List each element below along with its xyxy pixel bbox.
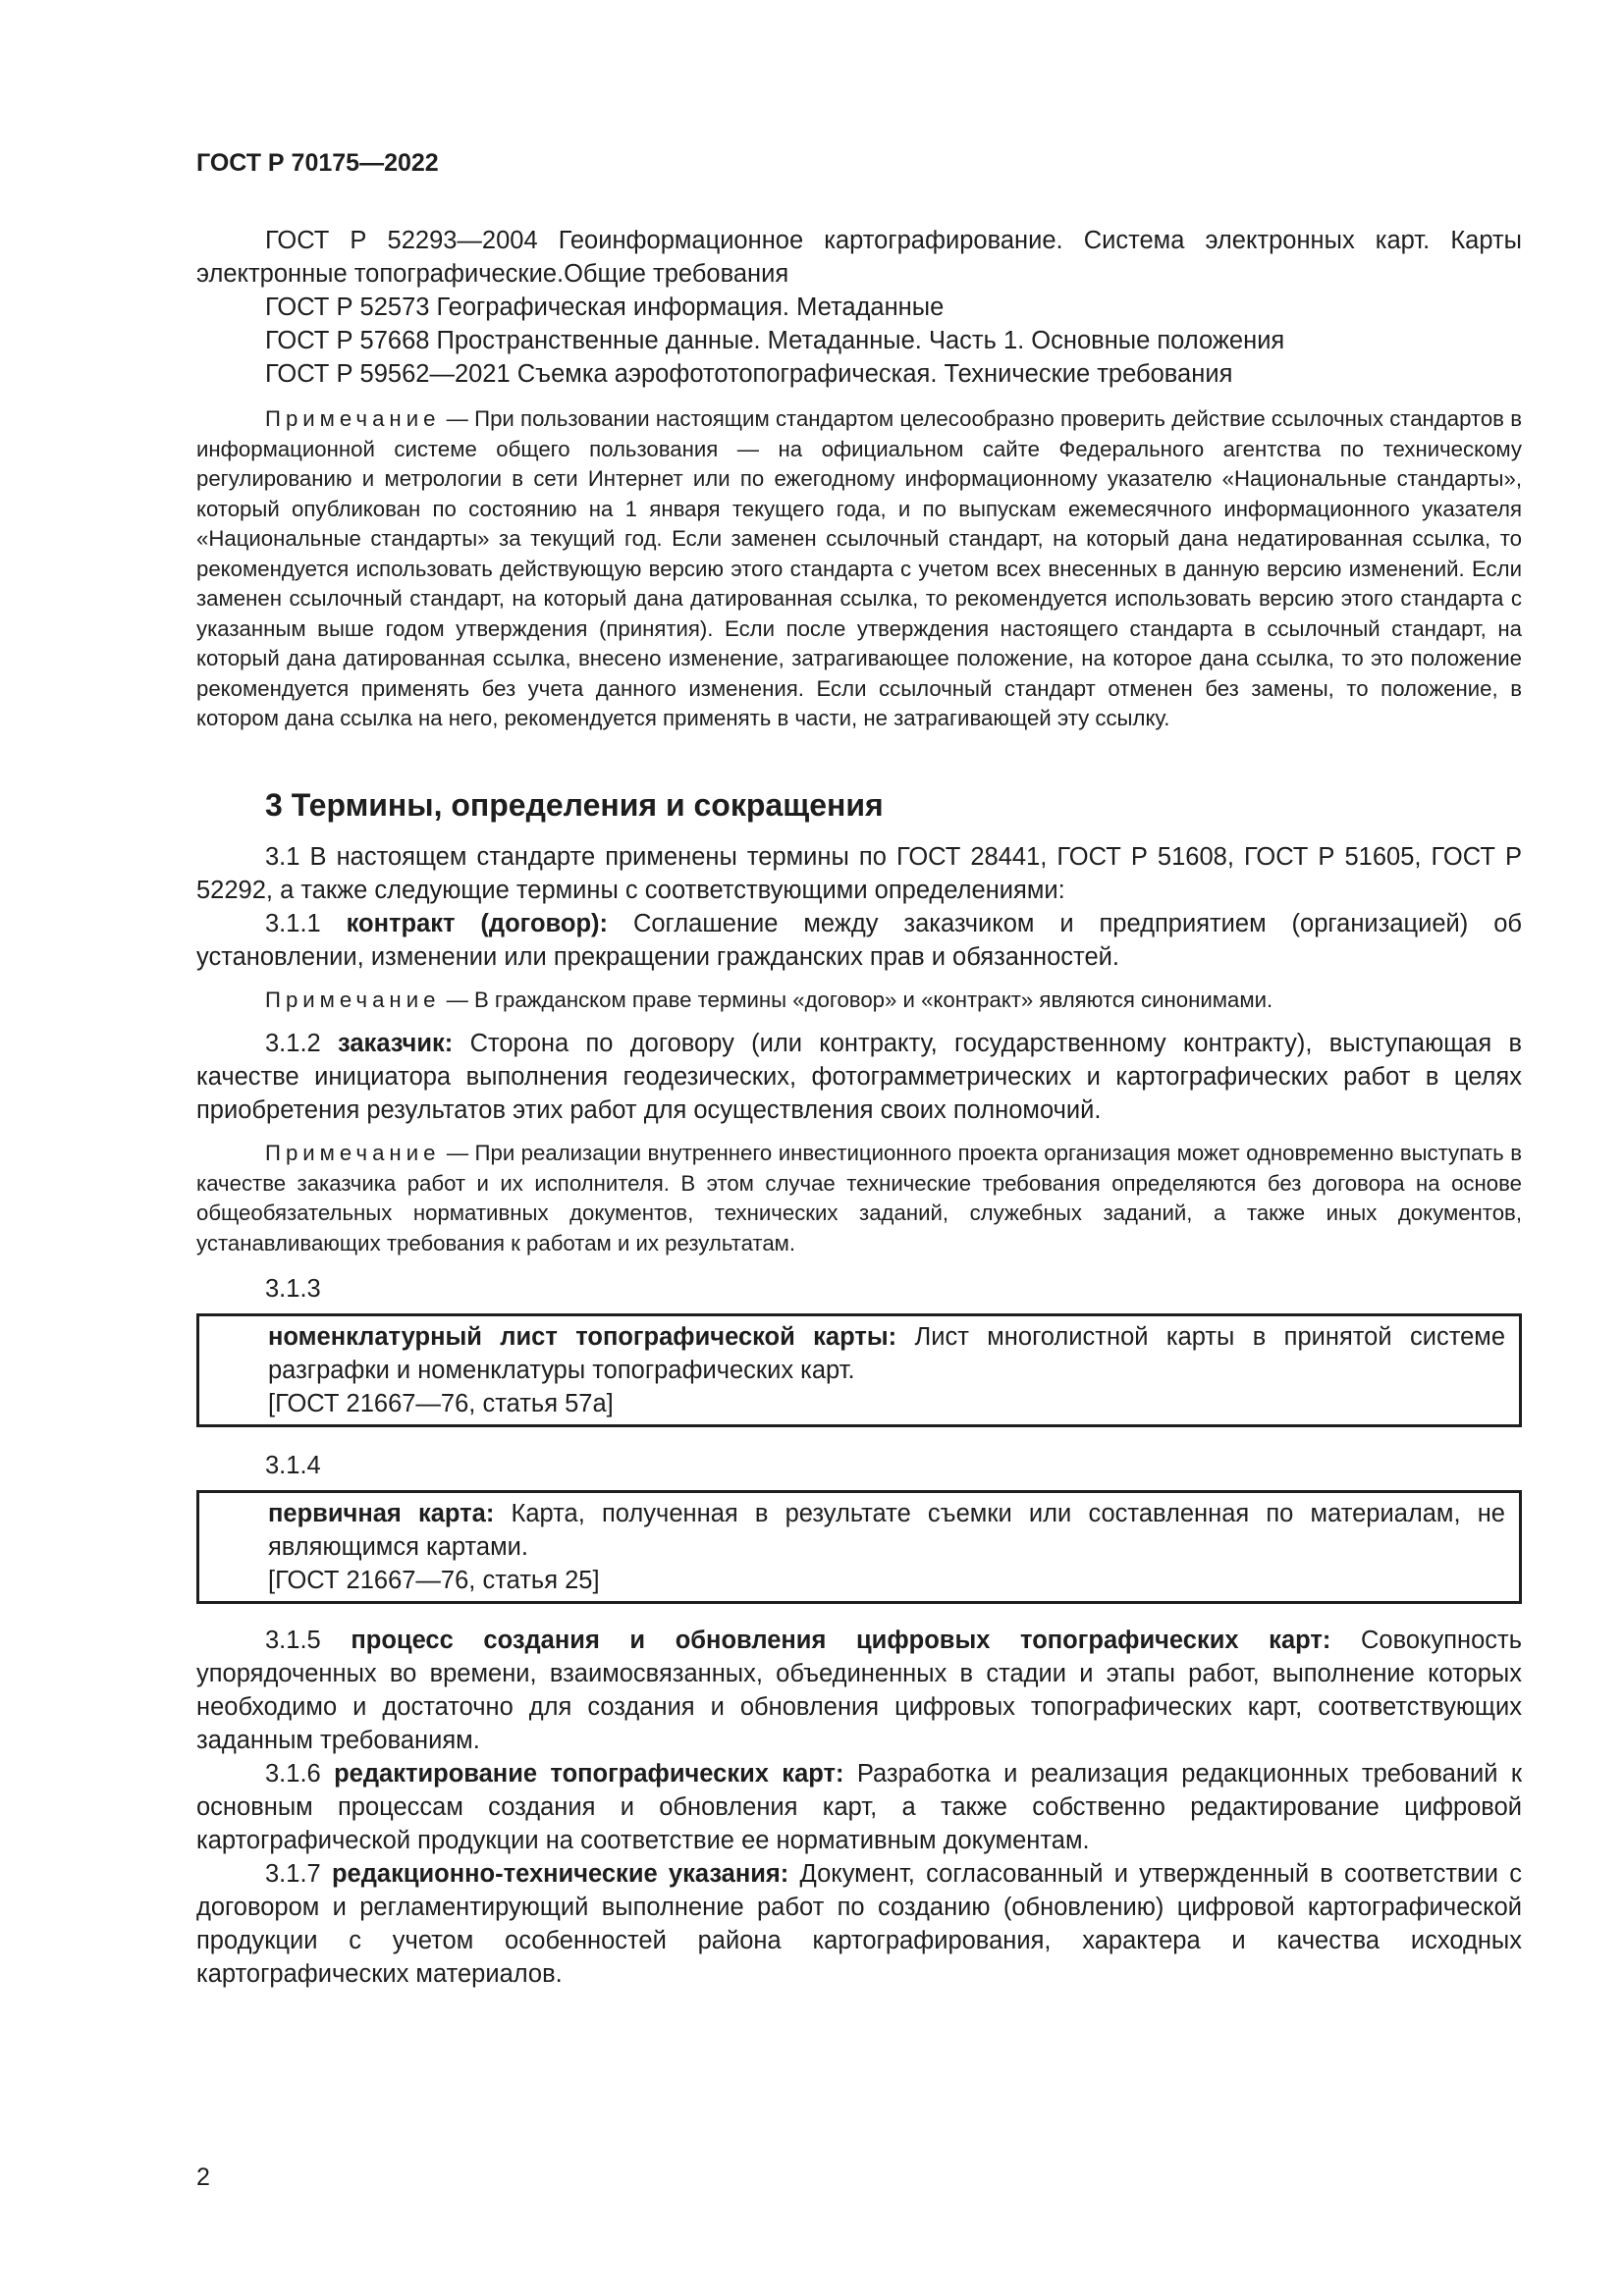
term-3-1-5 xyxy=(196,1624,1522,1757)
term-name: номенклатурный лист топографической карты: xyxy=(268,1323,897,1351)
note-3-1-1: Примечание — В гражданском праве термины «договор» и «контракт» являются синонимами. xyxy=(265,987,1273,1012)
term-box-3-1-4 xyxy=(196,1490,1522,1604)
note-label: Примечание xyxy=(265,406,441,431)
term-box-3-1-3 xyxy=(196,1313,1522,1427)
document-body xyxy=(196,224,1522,1991)
term-source: [ГОСТ 21667—76, статья 57а] xyxy=(268,1390,614,1417)
term-definition: Соглашение между заказчиком и предприятием (организацией) об установлении, изменении или прекращении гражданских прав и обязанностей. xyxy=(196,909,1522,971)
paragraph-3-1: 3.1 В настоящем стандарте применены термины по ГОСТ 28441, ГОСТ Р 51608, ГОСТ Р 51605, ГОСТ Р 52292, а также следующие термины с соответствующими определениями: xyxy=(196,842,1522,904)
note-text: В гражданском праве термины «договор» и «контракт» являются синонимами. xyxy=(473,987,1273,1012)
term-definition: Лист многолистной карты в принятой системе разграфки и номенклатуры топографических карт. xyxy=(268,1323,1505,1384)
note-label: Примечание xyxy=(265,1141,441,1165)
term-number-3-1-3: 3.1.3 xyxy=(265,1275,321,1303)
note-label: Примечание xyxy=(265,987,441,1012)
term-number: 3.1.6 xyxy=(265,1760,321,1788)
reference-item: ГОСТ Р 52293—2004 Геоинформационное картографирование. Система электронных карт. Карты электронные топографические.Общие требования xyxy=(196,227,1522,288)
term-name: редакционно-технические указания: xyxy=(331,1860,789,1888)
term-definition: Разработка и реализация редакционных требований к основным процессам создания и обновления карт, а также собственно редактирование цифровой картографической продукции на соответствие ее нормативным документам. xyxy=(196,1760,1522,1854)
reference-item: ГОСТ Р 52573 Географическая информация. Метаданные xyxy=(265,294,945,321)
term-3-1-3 xyxy=(268,1320,1505,1387)
page-number: 2 xyxy=(196,2163,210,2191)
term-name: редактирование топографических карт: xyxy=(334,1760,844,1788)
term-3-1-7 xyxy=(196,1857,1522,1991)
term-source: [ГОСТ 21667—76, статья 25] xyxy=(268,1567,600,1594)
section-title: 3 Термины, определения и сокращения xyxy=(265,786,884,823)
reference-item: ГОСТ Р 57668 Пространственные данные. Метаданные. Часть 1. Основные положения xyxy=(265,327,1285,354)
term-number: 3.1.5 xyxy=(265,1627,321,1654)
term-number-3-1-4: 3.1.4 xyxy=(265,1452,321,1479)
term-name: заказчик: xyxy=(338,1030,454,1057)
term-3-1-2 xyxy=(196,1027,1522,1127)
term-number: 3.1.7 xyxy=(265,1860,321,1888)
term-number: 3.1.2 xyxy=(265,1030,321,1057)
term-3-1-1 xyxy=(196,907,1522,974)
term-definition: Сторона по договору (или контракту, государственному контракту), выступающая в качестве инициатора выполнения геодезических, фотограмметрических и картографических работ в целях приобретения результатов этих работ для осуществления своих полномочий. xyxy=(196,1030,1523,1124)
note-text: При пользовании настоящим стандартом целесообразно проверить действие ссылочных стандартов в информационной системе общего пользования — на официальном сайте Федерального агентства по техническому регулированию и метрологии в сети Интернет или по ежегодному информационному указателю «Национальные стандарты», который опубликован по состоянию на 1 января текущего года, и по выпускам ежемесячного информационного указателя «Национальные стандарты» за текущий год. Если заменен ссылочный стандарт, на который дана недатированная ссылка, то рекомендуется использовать действующую версию этого стандарта с учетом всех внесенных в данную версию изменений. Если заменен ссылочный стандарт, на который дана датированная ссылка, то рекомендуется использовать версию этого стандарта с указанным выше годом утверждения (принятия). Если после утверждения настоящего стандарта в ссылочный стандарт, на который дана датированная ссылка, внесено изменение, затрагивающее положение, на которое дана ссылка, то это положение рекомендуется применять без учета данного изменения. Если ссылочный стандарт отменен без замены, то положение, в котором дана ссылка на него, рекомендуется применять в части, не затрагивающей эту ссылку. xyxy=(196,406,1522,730)
term-name: первичная карта: xyxy=(268,1500,495,1527)
term-name: контракт (договор): xyxy=(346,909,609,937)
reference-item: ГОСТ Р 59562—2021 Съемка аэрофототопографическая. Технические требования xyxy=(265,360,1233,388)
term-definition: Карта, полученная в результате съемки или составленная по материалам, не являющимся картами. xyxy=(268,1500,1505,1561)
term-3-1-6 xyxy=(196,1757,1522,1857)
term-number: 3.1.1 xyxy=(265,909,321,937)
term-definition: Совокупность упорядоченных во времени, взаимосвязанных, объединенных в стадии и этапы работ, выполнение которых необходимо и достаточно для создания и обновления цифровых топографических карт, соответствующих заданным требованиям. xyxy=(196,1627,1523,1754)
term-3-1-4 xyxy=(268,1497,1505,1564)
note-references: Примечание — При пользовании настоящим стандартом целесообразно проверить действие ссылочных стандартов в информационной системе общего пользования — на официальном сайте Федерального агентства по техническому регулированию и метрологии в сети Интернет или по ежегодному информационному указателю «Национальные стандарты», который опубликован по состоянию на 1 января текущего года, и по выпускам ежемесячного информационного указателя «Национальные стандарты» за текущий год. Если заменен ссылочный стандарт, на который дана недатированная ссылка, то рекомендуется использовать действующую версию этого стандарта с учетом всех внесенных в данную версию изменений. Если заменен ссылочный стандарт, на который дана датированная ссылка, то рекомендуется использовать версию этого стандарта с указанным выше годом утверждения (принятия). Если после утверждения настоящего стандарта в ссылочный стандарт, на который дана датированная ссылка, внесено изменение, затрагивающее положение, на которое дана ссылка, то это положение рекомендуется применять без учета данного изменения. Если ссылочный стандарт отменен без замены, то положение, в котором дана ссылка на него, рекомендуется применять в части, не затрагивающей эту ссылку. xyxy=(196,406,1522,730)
note-text: При реализации внутреннего инвестиционного проекта организация может одновременно выступать в качестве заказчика работ и их исполнителя. В этом случае технические требования определяются без договора на основе общеобязательных нормативных документов, технических заданий, служебных заданий, а также иных документов, устанавливающих требования к работам и их результатам. xyxy=(196,1141,1522,1255)
document-header: ГОСТ Р 70175—2022 xyxy=(196,149,439,177)
term-name: процесс создания и обновления цифровых топографических карт: xyxy=(351,1627,1331,1654)
term-definition: Документ, согласованный и утвержденный в соответствии с договором и регламентирующий выполнение работ по созданию (обновлению) цифровой картографической продукции с учетом особенностей района картографирования, характера и качества исходных картографических материалов. xyxy=(196,1860,1522,1988)
note-3-1-2: Примечание — При реализации внутреннего инвестиционного проекта организация может одновременно выступать в качестве заказчика работ и их исполнителя. В этом случае технические требования определяются без договора на основе общеобязательных нормативных документов, технических заданий, служебных заданий, а также иных документов, устанавливающих требования к работам и их результатам. xyxy=(196,1141,1522,1255)
